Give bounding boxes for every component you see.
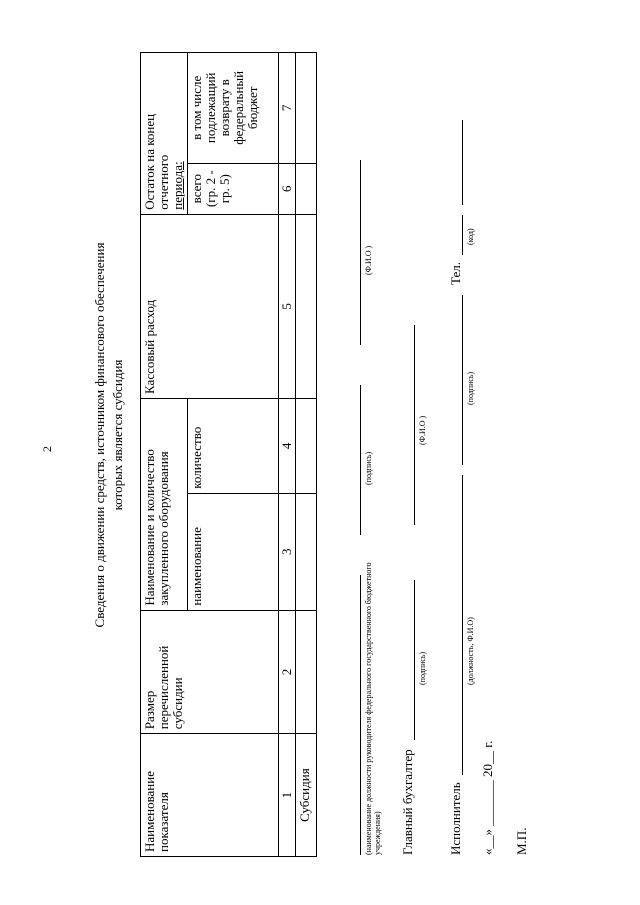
- header-cash-expense: Кассовый расход: [141, 214, 279, 398]
- stamp-label: М.П.: [514, 827, 529, 855]
- column-number: 7: [279, 53, 296, 164]
- header-remainder-text: Остаток на конец отчетного: [142, 113, 171, 210]
- head-signature-line: [360, 385, 361, 535]
- head-fio-line: [360, 160, 361, 345]
- executor-line: [462, 475, 463, 775]
- header-remainder-period: периода:: [170, 161, 185, 210]
- chief-accountant-fio-caption: (Ф.И.О ): [418, 415, 427, 445]
- header-subsidy-amount: Размер перечисленной субсидии: [141, 610, 279, 734]
- date-line: «__» _______ 20__ г.: [480, 740, 495, 855]
- column-number: 4: [279, 398, 296, 493]
- page-number: 2: [40, 446, 54, 452]
- header-remainder-total: всего (гр. 2 - гр. 5): [188, 163, 279, 214]
- row-subsidy-label: Субсидия: [296, 734, 317, 857]
- document-title-line2: которых является субсидия: [110, 359, 125, 511]
- header-remainder-return: в том числе подлежащий возврату в федеральный бюджет: [188, 53, 279, 164]
- chief-accountant-label: Главный бухгалтер: [400, 749, 415, 855]
- phone-number-line: [462, 120, 463, 205]
- header-remainder: [141, 53, 188, 215]
- column-number: 2: [279, 610, 296, 734]
- column-number: 1: [279, 734, 296, 857]
- head-fio-caption: (Ф.И.О ): [364, 245, 373, 275]
- table-cell: [296, 214, 317, 398]
- phone-label: Тел.: [448, 262, 463, 285]
- executor-signature-caption: (подпись): [466, 371, 475, 405]
- chief-accountant-signature-caption: (подпись): [418, 651, 427, 685]
- document-title-line1: Сведения о движении средств, источником финансового обеспечения: [92, 242, 107, 628]
- header-indicator-name: Наименование показателя: [141, 734, 279, 857]
- table-cell: [296, 163, 317, 214]
- table-cell: [296, 398, 317, 493]
- chief-accountant-signature-line: [414, 580, 415, 740]
- head-position-line: [360, 575, 361, 855]
- column-number: 5: [279, 214, 296, 398]
- executor-caption: (должность, Ф.И.О): [466, 617, 475, 685]
- executor-signature-line: [462, 295, 463, 465]
- header-equipment-name: наименование: [188, 493, 279, 610]
- table-cell: [296, 610, 317, 734]
- table-cell: [296, 493, 317, 610]
- column-number: 3: [279, 493, 296, 610]
- phone-code-caption: (код): [466, 228, 475, 245]
- head-position-caption: (наименование должности руководителя федерального государственного бюджетного учреждения): [364, 562, 382, 855]
- subsidy-table: [140, 52, 317, 857]
- executor-label: Исполнитель: [448, 782, 463, 855]
- header-equipment-quantity: количество: [188, 398, 279, 493]
- head-signature-caption: (подпись): [364, 451, 373, 485]
- table-cell: [296, 53, 317, 164]
- header-equipment: Наименование и количество закупленного оборудования: [141, 398, 188, 610]
- phone-code-line: [462, 215, 463, 255]
- chief-accountant-fio-line: [414, 325, 415, 525]
- column-number: 6: [279, 163, 296, 214]
